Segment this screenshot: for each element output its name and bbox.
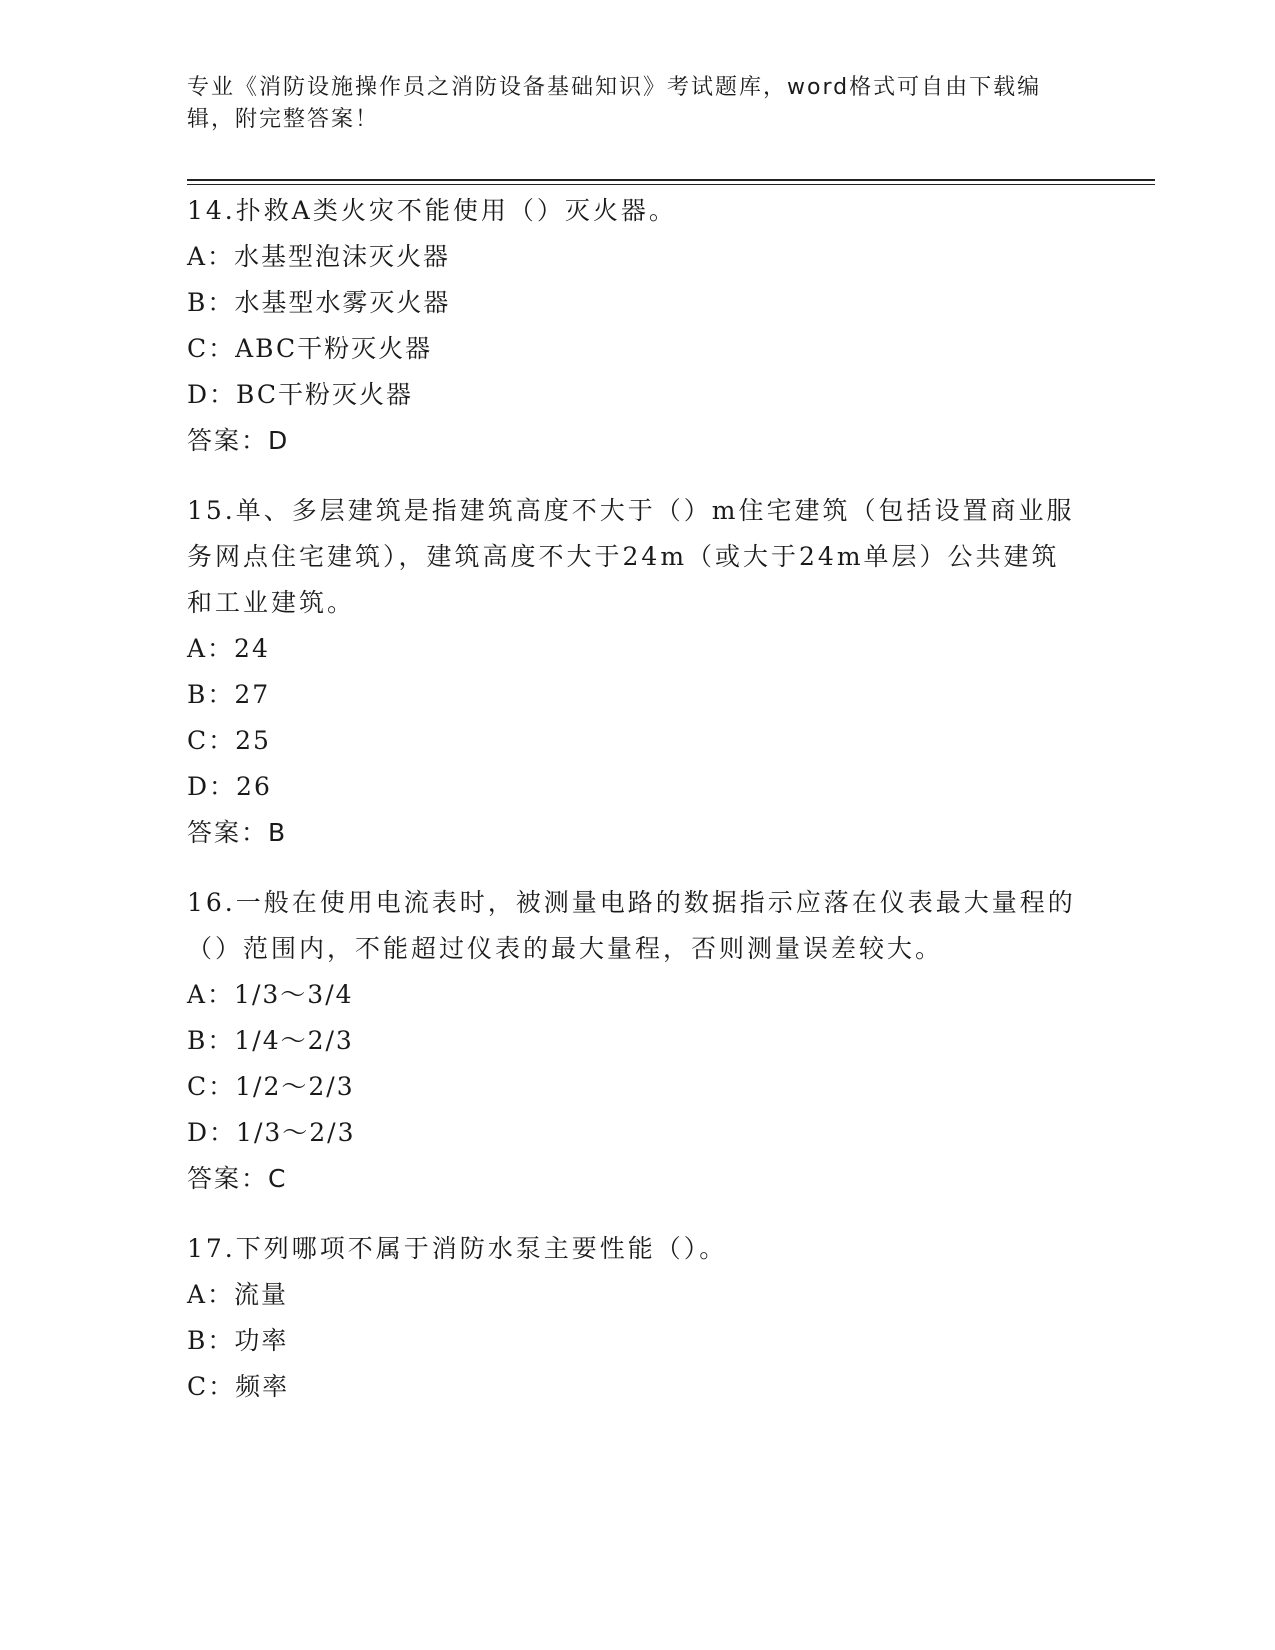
question-list — [187, 188, 1087, 1434]
question-14 — [187, 188, 1087, 464]
option-d: D：1/3～2/3 — [187, 1118, 356, 1147]
question-stem: 17.下列哪项不属于消防水泵主要性能（）。 — [187, 1234, 728, 1263]
answer-text: 答案：D — [187, 426, 290, 455]
option-c: C：ABC干粉灭火器 — [187, 334, 433, 363]
question-stem: 14.扑救A类火灾不能使用（）灭火器。 — [187, 196, 677, 225]
option-a: A：1/3～3/4 — [187, 980, 354, 1009]
document-header: 专业《消防设施操作员之消防设备基础知识》考试题库，word格式可自由下载编辑，附完整答案！ — [187, 75, 1042, 132]
header-divider-thin — [187, 184, 1155, 185]
answer-text: 答案：B — [187, 818, 288, 847]
option-a: A：流量 — [187, 1280, 289, 1309]
option-b: B：功率 — [187, 1326, 289, 1355]
option-a: A：24 — [187, 634, 270, 663]
option-a: A：水基型泡沫灭火器 — [187, 242, 451, 271]
option-c: C：25 — [187, 726, 271, 755]
answer-text: 答案：C — [187, 1164, 288, 1193]
question-16 — [187, 880, 1087, 1202]
question-stem: 16.一般在使用电流表时，被测量电路的数据指示应落在仪表最大量程的（）范围内，不能超过仪表的最大量程，否则测量误差较大。 — [187, 888, 1076, 963]
option-c: C：1/2～2/3 — [187, 1072, 355, 1101]
question-17 — [187, 1226, 1087, 1410]
option-d: D：BC干粉灭火器 — [187, 380, 414, 409]
option-b: B：27 — [187, 680, 271, 709]
header-divider-thick — [187, 179, 1155, 181]
question-15 — [187, 488, 1087, 856]
option-b: B：1/4～2/3 — [187, 1026, 354, 1055]
option-d: D：26 — [187, 772, 272, 801]
option-b: B：水基型水雾灭火器 — [187, 288, 451, 317]
question-stem: 15.单、多层建筑是指建筑高度不大于（）m住宅建筑（包括设置商业服务网点住宅建筑），建筑高度不大于24m（或大于24m单层）公共建筑和工业建筑。 — [187, 496, 1075, 617]
option-c: C：频率 — [187, 1372, 290, 1401]
